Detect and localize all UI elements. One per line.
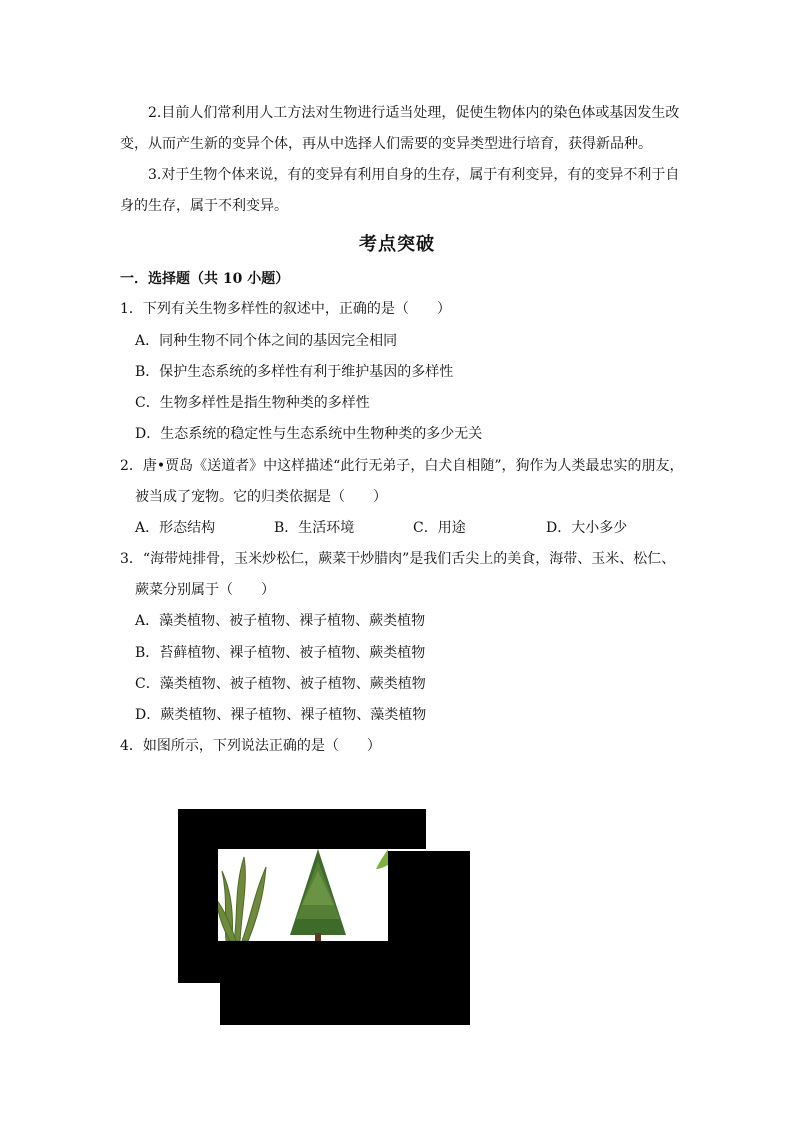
section-title: 考点突破 (359, 234, 435, 255)
question-2-option-c: C．用途 (413, 520, 466, 536)
question-3-option-d: D．蕨类植物、裸子植物、裸子植物、藻类植物 (135, 707, 427, 723)
question-3-option-c: C．藻类植物、被子植物、被子植物、蕨类植物 (135, 676, 426, 692)
plant-photos (178, 809, 470, 1027)
paragraph-2: 2.目前人们常利用人工方法对生物进行适当处理，促使生物体内的染色体或基因发生改变，从而产生新的变异个体，再从中选择人们需要的变异类型进行培育，获得新品种。 (120, 105, 680, 152)
section-heading: 一．选择题（共 10 小题） (120, 271, 290, 287)
paragraph-3: 3.对于生物个体来说，有的变异有利用自身的生存，属于有利变异，有的变异不利于自身的生存，属于不利变异。 (120, 167, 680, 214)
question-1-option-a: A．同种生物不同个体之间的基因完全相同 (135, 333, 398, 349)
question-3-option-b: B．苔藓植物、裸子植物、被子植物、蕨类植物 (135, 645, 426, 661)
question-2-option-d: D．大小多少 (546, 520, 628, 536)
question-2-option-a: A．形态结构 (135, 520, 216, 536)
question-1-option-d: D．生态系统的稳定性与生态系统中生物种类的多少无关 (135, 426, 483, 442)
question-1-option-c: C．生物多样性是指生物种类的多样性 (135, 395, 370, 411)
question-3-stem-line2: 蕨菜分别属于（ ） (135, 582, 275, 598)
question-1-option-b: B．保护生态系统的多样性有利于维护基因的多样性 (135, 364, 454, 380)
question-3-option-a: A．藻类植物、被子植物、裸子植物、蕨类植物 (135, 613, 426, 629)
question-1-stem: 1．下列有关生物多样性的叙述中，正确的是（ ） (120, 301, 451, 317)
question-2-option-b: B．生活环境 (274, 520, 355, 536)
question-3-stem-line1: 3．“海带炖排骨，玉米炒松仁，蕨菜干炒腊肉”是我们舌尖上的美食，海带、玉米、松仁、 (120, 551, 676, 567)
question-2-stem-line1: 2．唐•贾岛《送道者》中这样描述“此行无弟子，白犬自相随”，狗作为人类最忠实的朋友， (120, 458, 684, 474)
question-4-figure (178, 809, 470, 1027)
question-4-stem: 4．如图所示，下列说法正确的是（ ） (120, 738, 381, 754)
question-2-stem-line2: 被当成了宠物。它的归类依据是（ ） (135, 489, 387, 505)
